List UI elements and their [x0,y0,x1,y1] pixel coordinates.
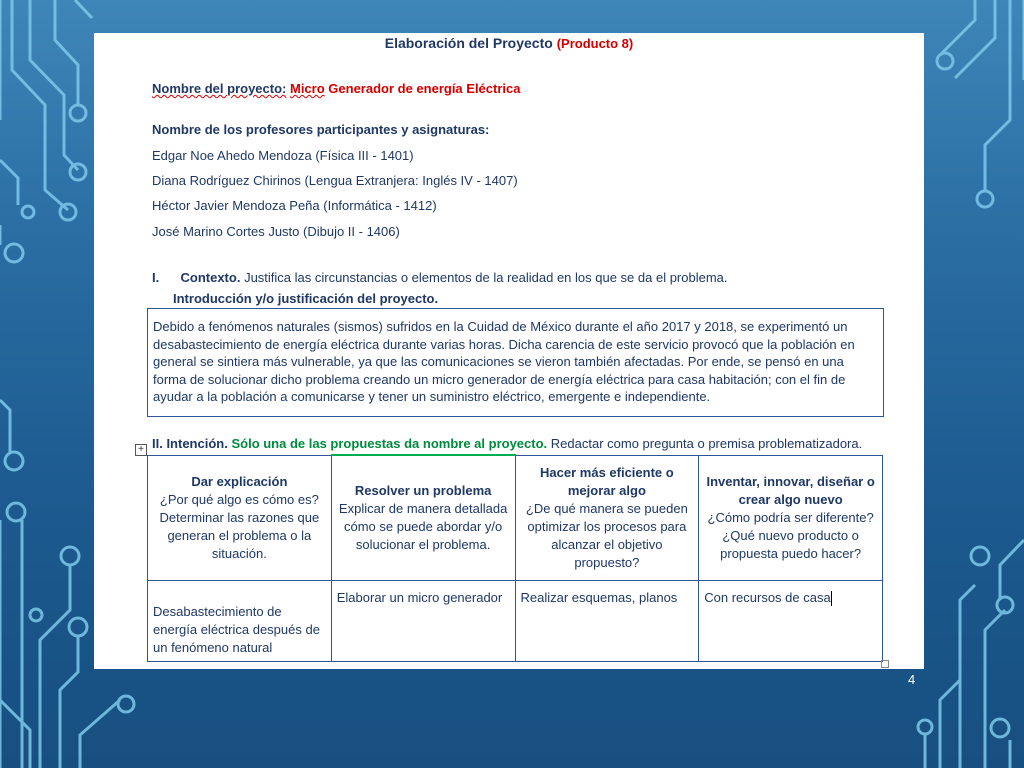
project-name-label: Nombre del proyecto: [152,81,287,96]
intro-text: Debido a fenómenos naturales (sismos) sufridos en la Cuidad de México durante el año 2017 y 2018, se experimentó un desabastecimiento de energía eléctrica durante varias horas. Dicha carencia de este servicio provocó que la población en general se sintiera más vulnerable, ya que las comunicaciones se vieron también afectadas. Por ende, se pensó en una forma de solucionar dicho problema creando un micro generador de energía eléctrica para casa habitación; con el fin de ayudar a la población a comunicarse y tener un suministro eléctrico, emergente e independiente. [153,319,855,405]
section2-heading [152,436,862,451]
intro-text-box[interactable] [147,308,884,417]
answer-cell[interactable] [699,581,883,662]
section2-instruction: Redactar como pregunta o premisa problematizadora. [550,436,863,451]
column-text: ¿Cómo podría ser diferente? ¿Qué nuevo producto o propuesta puedo hacer? [707,509,874,561]
project-name-rest: Generador de energía Eléctrica [328,81,521,96]
answer-text: Con recursos de casa [704,590,831,605]
table-end-marker [881,660,889,668]
column-title: Inventar, innovar, diseñar o crear algo nuevo [706,473,875,507]
teachers-heading: Nombre de los profesores participantes y asignaturas: [152,122,490,137]
project-name-line [152,81,520,96]
section2-emphasis: Sólo una de las propuestas da nombre al proyecto. [231,436,548,451]
answer-cell[interactable] [331,581,515,662]
teacher-item: José Marino Cortes Justo (Dibujo II - 1406) [152,224,400,239]
answer-text: Desabastecimiento de energía eléctrica después de un fenómeno natural [153,604,320,655]
column-title: Dar explicación [191,473,288,489]
table-header-cell [331,455,515,581]
slide-page-number: 4 [908,672,916,687]
title-text: Elaboración del Proyecto [384,35,553,51]
document-page [94,33,924,669]
section1-label: Contexto. [180,270,241,285]
document-title [94,35,924,51]
answer-cell[interactable] [515,581,699,662]
column-text: ¿Por qué algo es cómo es? Determinar las razones que generan el problema o la situación. [159,491,320,561]
column-title: Resolver un problema [354,483,492,498]
section1-heading [152,270,728,285]
title-tag: (Producto 8) [556,36,634,51]
teacher-item: Edgar Noe Ahedo Mendoza (Física III - 1401) [152,148,414,163]
column-text: ¿De qué manera se pueden optimizar los procesos para alcanzar el objetivo propuesto? [525,500,688,570]
teacher-item: Héctor Javier Mendoza Peña (Informática - 1412) [152,198,437,213]
table-row [148,581,883,662]
table-header-row [148,455,883,581]
answer-text: Realizar esquemas, planos [520,590,678,605]
section1-subheading: Introducción y/o justificación del proyecto. [173,291,439,306]
column-title: Hacer más eficiente o mejorar algo [540,464,674,498]
table-move-handle-icon[interactable]: + [135,444,147,456]
section1-description: Justifica las circunstancias o elementos de la realidad en los que se da el problema. [244,270,728,285]
table-header-cell [699,455,883,581]
table-header-cell [515,455,699,581]
section2-label: II. Intención. [152,436,228,451]
project-name-first-word: Micro [289,81,325,96]
text-cursor [831,591,832,606]
column-text: Explicar de manera detallada cómo se puede abordar y/o solucionar el problema. [338,501,508,552]
intention-table [147,454,883,662]
answer-text: Elaborar un micro generador [336,590,503,605]
answer-cell[interactable] [148,581,332,662]
table-header-cell [148,455,332,581]
teacher-item: Diana Rodríguez Chirinos (Lengua Extranjera: Inglés IV - 1407) [152,173,518,188]
section1-number: I. [152,270,160,285]
